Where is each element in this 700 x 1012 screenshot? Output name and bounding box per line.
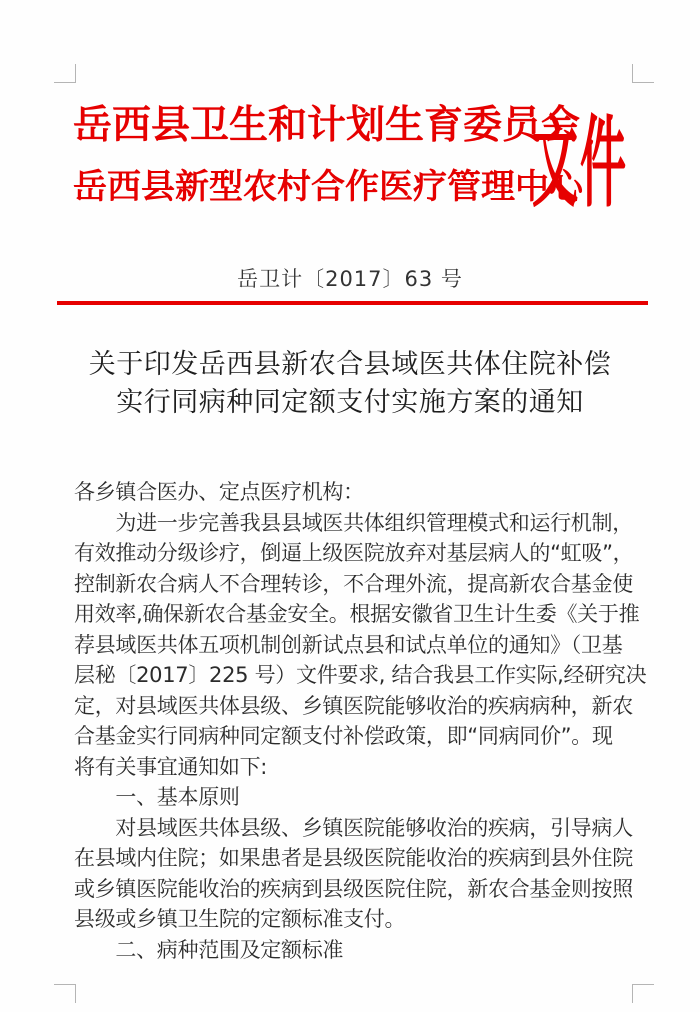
document-body (74, 477, 647, 965)
body-line: 控制新农合病人不合理转诊，不合理外流，提高新农合基金使 (74, 571, 633, 596)
body-line: 或乡镇医院能收治的疾病到县级医院住院，新农合基金则按照 (74, 876, 633, 901)
doc-type-label (528, 98, 632, 221)
body-line: 有效推动分级诊疗，倒逼上级医院放弃对基层病人的“虹吸”， (74, 541, 634, 565)
body-line: 荐县域医共体五项机制创新试点县和试点单位的通知》（卫基 (74, 632, 623, 657)
body-line: 用效率,确保新农合基金安全。根据安徽省卫生计生委《关于推 (74, 602, 640, 626)
crop-mark-bottom-right (632, 984, 654, 1003)
doc-type-text: 文件 (532, 104, 628, 221)
document-title-line2: 实行同病种同定额支付实施方案的通知 (116, 387, 584, 418)
body-line: 合基金实行同病种同定额支付补偿政策，即“同病同价”。现 (74, 724, 613, 748)
letterhead (73, 100, 583, 210)
body-line: 为进一步完善我县县域医共体组织管理模式和运行机制， (74, 510, 633, 535)
crop-mark-top-left (54, 64, 76, 83)
issuing-org-line1: 岳西县卫生和计划生育委员会 (73, 103, 581, 148)
issuing-org-line2: 岳西县新型农村合作医疗管理中心 (73, 167, 583, 207)
body-line: 各乡镇合医办、定点医疗机构： (74, 480, 364, 504)
doc-number: 岳卫计〔2017〕63 号 (237, 267, 463, 291)
body-line: 对县域医共体县级、乡镇医院能够收治的疾病，引导病人 (74, 815, 633, 840)
body-line-section-heading: 一、基本原则 (74, 785, 240, 809)
body-line: 定，对县域医共体县级、乡镇医院能够收治的疾病病种，新农 (74, 693, 633, 718)
body-line: 在县域内住院；如果患者是县级医院能收治的疾病到县外住院 (74, 846, 633, 870)
red-divider-line (57, 301, 648, 305)
body-line: 县级或乡镇卫生院的定额标准支付。 (74, 907, 406, 931)
document-title-line1: 关于印发岳西县新农合县域医共体住院补偿 (88, 349, 612, 380)
crop-mark-bottom-left (54, 984, 76, 1003)
crop-mark-top-right (632, 64, 654, 83)
body-line: 层秘〔2017〕225 号）文件要求, 结合我县工作实际,经研究决 (74, 663, 647, 687)
body-line-section-heading: 二、病种范围及定额标准 (74, 937, 344, 962)
body-line: 将有关事宜通知如下: (74, 754, 268, 779)
document-title (0, 346, 700, 422)
